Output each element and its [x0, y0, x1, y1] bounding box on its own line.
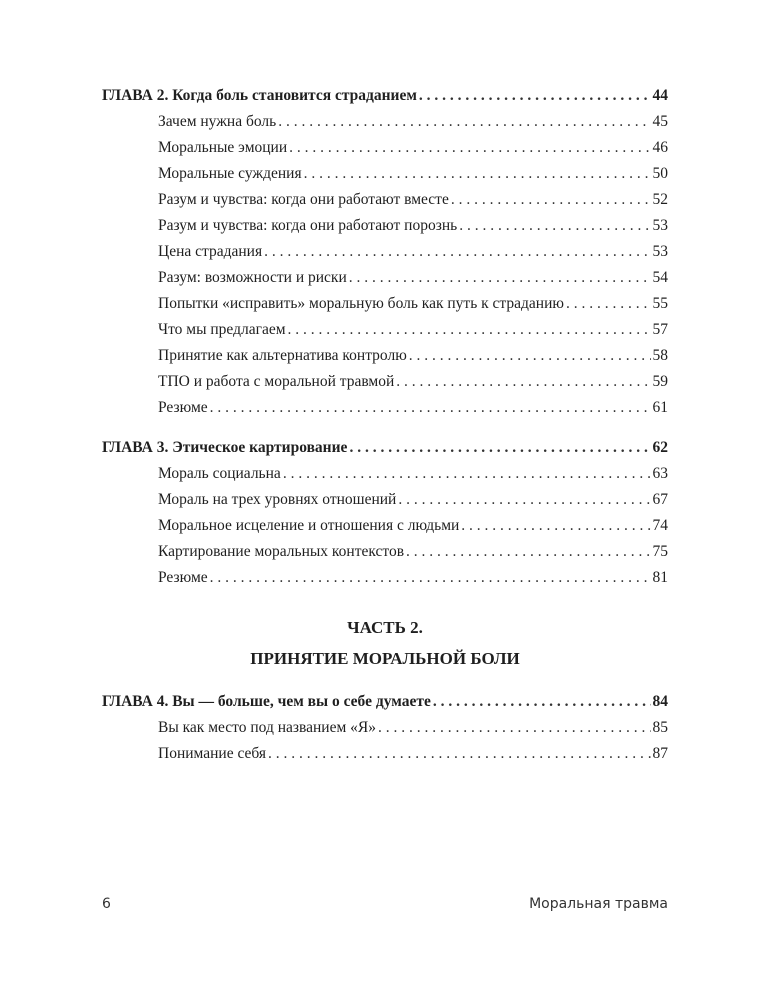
running-title: Моральная травма: [529, 896, 668, 912]
entry-page: 85: [652, 719, 668, 736]
part-heading: [102, 612, 668, 674]
entry-page: 81: [652, 569, 668, 586]
toc-entry[interactable]: [102, 318, 668, 344]
dot-leader: [461, 514, 650, 538]
dot-leader: [566, 292, 651, 316]
entry-title: ТПО и работа с моральной травмой: [158, 373, 395, 390]
table-of-contents: [102, 84, 668, 768]
toc-chapter-3[interactable]: [102, 436, 668, 462]
toc-entry[interactable]: [102, 742, 668, 768]
entry-page: 54: [652, 269, 668, 286]
entry-page: 50: [652, 165, 668, 182]
entry-title: Вы как место под названием «Я»: [158, 719, 376, 736]
entry-page: 67: [652, 491, 668, 508]
dot-leader: [433, 690, 651, 714]
entry-page: 63: [652, 465, 668, 482]
chapter-page: 62: [652, 439, 668, 456]
chapter-title: ГЛАВА 2. Когда боль становится страданием: [102, 87, 417, 104]
entry-page: 58: [652, 347, 668, 364]
dot-leader: [288, 318, 651, 342]
entry-title: Зачем нужна боль: [158, 113, 277, 130]
entry-title: Мораль социальна: [158, 465, 281, 482]
toc-entry[interactable]: [102, 214, 668, 240]
entry-title: Картирование моральных контекстов: [158, 543, 405, 560]
entry-title: Что мы предлагаем: [158, 321, 286, 338]
chapter-title: ГЛАВА 4. Вы — больше, чем вы о себе думаете: [102, 693, 431, 710]
entry-title: Разум и чувства: когда они работают порознь: [158, 217, 458, 234]
entry-page: 55: [652, 295, 668, 312]
entry-title: Моральные суждения: [158, 165, 302, 182]
toc-entry[interactable]: [102, 136, 668, 162]
dot-leader: [210, 566, 651, 590]
entry-page: 46: [652, 139, 668, 156]
page-footer: [102, 896, 668, 912]
toc-entry[interactable]: [102, 488, 668, 514]
dot-leader: [451, 188, 651, 212]
entry-page: 74: [652, 517, 668, 534]
toc-entry[interactable]: [102, 396, 668, 422]
toc-entry[interactable]: [102, 462, 668, 488]
entry-page: 45: [652, 113, 668, 130]
entry-page: 57: [652, 321, 668, 338]
dot-leader: [349, 436, 650, 460]
entry-title: Разум и чувства: когда они работают вместе: [158, 191, 449, 208]
dot-leader: [398, 488, 650, 512]
entry-page: 52: [652, 191, 668, 208]
toc-entry[interactable]: [102, 370, 668, 396]
chapter-page: 84: [652, 693, 668, 710]
dot-leader: [349, 266, 651, 290]
chapter-title: ГЛАВА 3. Этическое картирование: [102, 439, 348, 456]
toc-entry[interactable]: [102, 540, 668, 566]
toc-entry[interactable]: [102, 266, 668, 292]
dot-leader: [268, 742, 650, 766]
dot-leader: [459, 214, 650, 238]
toc-chapter-4[interactable]: [102, 690, 668, 716]
entry-title: Мораль на трех уровнях отношений: [158, 491, 397, 508]
toc-entry[interactable]: [102, 162, 668, 188]
entry-page: 59: [652, 373, 668, 390]
dot-leader: [419, 84, 651, 108]
page-number: 6: [102, 896, 111, 912]
entry-title: Разум: возможности и риски: [158, 269, 347, 286]
part-number: ЧАСТЬ 2.: [347, 618, 423, 637]
dot-leader: [289, 136, 650, 160]
toc-entry[interactable]: [102, 292, 668, 318]
entry-page: 87: [652, 745, 668, 762]
dot-leader: [396, 370, 650, 394]
chapter-page: 44: [652, 87, 668, 104]
dot-leader: [283, 462, 651, 486]
toc-chapter-2[interactable]: [102, 84, 668, 110]
entry-title: Понимание себя: [158, 745, 267, 762]
dot-leader: [409, 344, 651, 368]
entry-title: Цена страдания: [158, 243, 263, 260]
entry-title: Попытки «исправить» моральную боль как путь к страданию: [158, 295, 564, 312]
toc-entry[interactable]: [102, 188, 668, 214]
toc-entry[interactable]: [102, 240, 668, 266]
dot-leader: [210, 396, 651, 420]
dot-leader: [406, 540, 650, 564]
toc-entry[interactable]: [102, 566, 668, 592]
dot-leader: [278, 110, 650, 134]
entry-page: 75: [652, 543, 668, 560]
toc-entry[interactable]: [102, 514, 668, 540]
toc-entry[interactable]: [102, 344, 668, 370]
entry-title: Моральные эмоции: [158, 139, 288, 156]
entry-page: 53: [652, 217, 668, 234]
toc-entry[interactable]: [102, 110, 668, 136]
entry-title: Принятие как альтернатива контролю: [158, 347, 407, 364]
dot-leader: [264, 240, 650, 264]
entry-title: Моральное исцеление и отношения с людьми: [158, 517, 460, 534]
dot-leader: [378, 716, 651, 740]
entry-title: Резюме: [158, 399, 208, 416]
entry-page: 61: [652, 399, 668, 416]
dot-leader: [304, 162, 651, 186]
part-title: ПРИНЯТИЕ МОРАЛЬНОЙ БОЛИ: [250, 649, 520, 668]
entry-page: 53: [652, 243, 668, 260]
entry-title: Резюме: [158, 569, 208, 586]
toc-entry[interactable]: [102, 716, 668, 742]
